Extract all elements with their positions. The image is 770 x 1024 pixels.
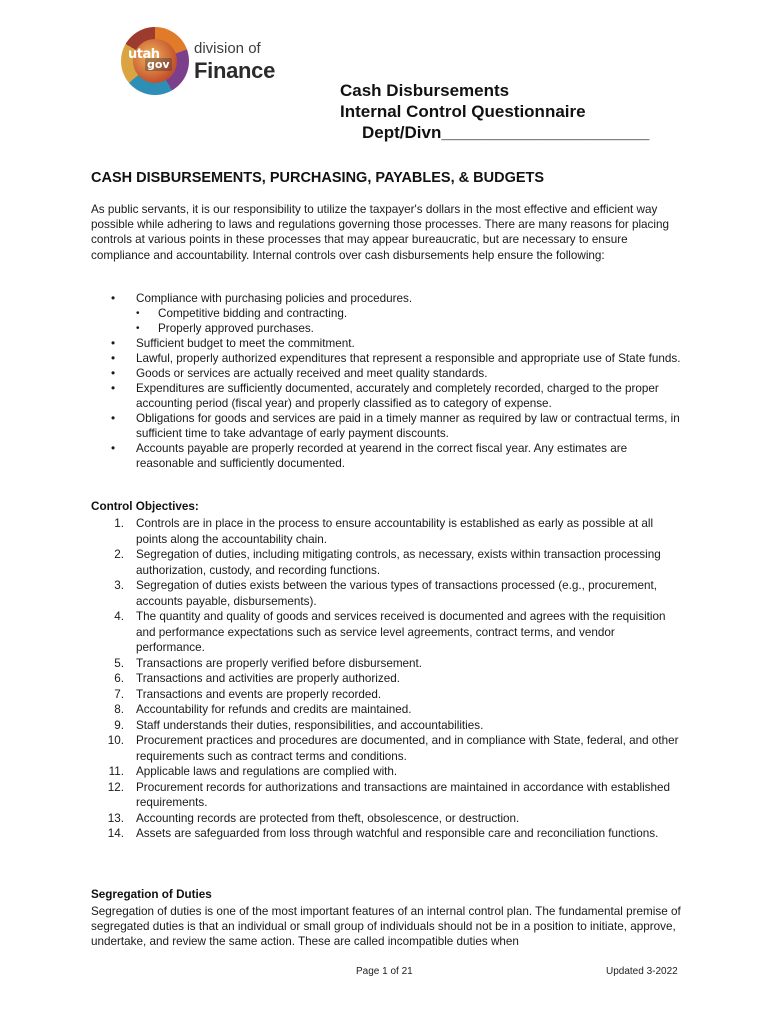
objective-item: 2. Segregation of duties, including mitigating controls, as necessary, exists within transaction processing authorization, custody, and recording functions. xyxy=(114,548,661,577)
objective-item: 1. Controls are in place in the process to ensure accountability is established as early as possible at all points along the accountability chain. xyxy=(114,517,654,546)
objective-item: 11. Applicable laws and regulations are complied with. xyxy=(108,765,398,778)
page-number: Page 1 of 21 xyxy=(356,966,413,977)
bullet-item: • Compliance with purchasing policies and procedures. • Competitive bidding and contracting. • Properly approved purchases. xyxy=(91,291,683,336)
objective-item: 8. Accountability for refunds and credits are maintained. xyxy=(114,703,412,716)
objective-item: 4. The quantity and quality of goods and services received is documented and agrees with the requisition and performance expectations such as service level agreements, contract terms, and vendor performance. xyxy=(114,610,666,654)
bullet-icon: • xyxy=(111,352,116,365)
bullet-icon: • xyxy=(111,292,116,305)
bullet-item: • Lawful, properly authorized expenditures that represent a responsible and appropriate use of State funds. xyxy=(111,352,681,365)
title-line-1: Cash Disbursements xyxy=(340,81,510,100)
segregation-of-duties-heading: Segregation of Duties xyxy=(91,888,212,901)
bullet-item: • Obligations for goods and services are paid in a timely manner as required by law or contractual terms, in sufficient time to take advantage of early payment discounts. xyxy=(111,412,680,440)
objective-item: 12. Procurement records for authorizations and transactions are maintained in accordance with established requirements. xyxy=(107,780,671,809)
bullet-icon: • xyxy=(111,442,116,455)
title-line-2: Internal Control Questionnaire xyxy=(340,102,586,121)
bullet-icon: • xyxy=(136,308,140,319)
logo-division-text: division of xyxy=(194,40,261,57)
bullet-icon: • xyxy=(111,382,116,395)
logo-utah-text: utah xyxy=(128,47,160,62)
utah-gov-badge-icon xyxy=(121,27,189,95)
objective-item: 13. Accounting records are protected from theft, obsolescence, or destruction. xyxy=(107,811,520,825)
objective-item: 3. Segregation of duties exists between the various types of transactions processed (e.g., procurement, accounts payable, disbursements). xyxy=(114,579,658,608)
objective-item: 14. Assets are safeguarded from loss through watchful and responsible care and reconciliation functions. xyxy=(107,827,659,840)
bullet-item: • Expenditures are sufficiently documented, accurately and completely recorded, charged to the proper accounting period (fiscal year) and properly classified as to category of expense. xyxy=(111,382,659,410)
document-title xyxy=(340,80,649,143)
control-objectives-heading: Control Objectives: xyxy=(91,500,199,513)
intro-paragraph: As public servants, it is our responsibility to utilize the taxpayer's dollars in the most effective and efficient way possible while adhering to laws and regulations governing those processes. There are many reasons for placing controls at various points in these processes that may appear bureaucratic, but are necessary to ensure compliance and accountability. Internal controls over cash disbursements help ensure the following: xyxy=(91,203,670,262)
bullet-icon: • xyxy=(136,323,140,334)
logo-finance-text: Finance xyxy=(194,58,276,83)
bullet-item: • Goods or services are actually received and meet quality standards. xyxy=(111,367,488,380)
section-heading: CASH DISBURSEMENTS, PURCHASING, PAYABLES, & BUDGETS xyxy=(91,170,545,186)
objective-item: 7. Transactions and events are properly recorded. xyxy=(114,687,382,701)
sub-bullet-list xyxy=(136,306,683,336)
control-objectives-list xyxy=(91,516,683,842)
sub-bullet-item: • Competitive bidding and contracting. xyxy=(136,307,348,320)
updated-date: Updated 3-2022 xyxy=(606,966,678,977)
sub-bullet-item: • Properly approved purchases. xyxy=(136,322,314,335)
objective-item: 9. Staff understands their duties, responsibilities, and accountabilities. xyxy=(114,718,484,732)
logo-gov-text: gov xyxy=(147,58,170,71)
bullet-icon: • xyxy=(111,412,116,425)
division-of-finance-logo xyxy=(121,27,281,101)
controls-bullet-list xyxy=(91,291,683,471)
bullet-item: • Accounts payable are properly recorded at yearend in the correct fiscal year. Any estimates are reasonable and sufficiently documented. xyxy=(111,442,628,470)
bullet-icon: • xyxy=(111,367,116,380)
objective-item: 5. Transactions are properly verified before disbursement. xyxy=(114,656,423,670)
title-dept-divn: Dept/Divn______________________ xyxy=(362,123,650,142)
objective-item: 6. Transactions and activities are properly authorized. xyxy=(114,672,400,685)
objective-item: 10. Procurement practices and procedures are documented, and in compliance with State, federal, and other requirements such as contract terms and conditions. xyxy=(107,734,679,763)
bullet-icon: • xyxy=(111,337,116,350)
bullet-item: • Sufficient budget to meet the commitment. xyxy=(111,337,355,350)
segregation-paragraph: Segregation of duties is one of the most important features of an internal control plan. The fundamental premise of segregated duties is that an individual or small group of individuals should not be in a position to initiate, approve, undertake, and review the same action. These are called incompatible duties when xyxy=(91,905,681,949)
